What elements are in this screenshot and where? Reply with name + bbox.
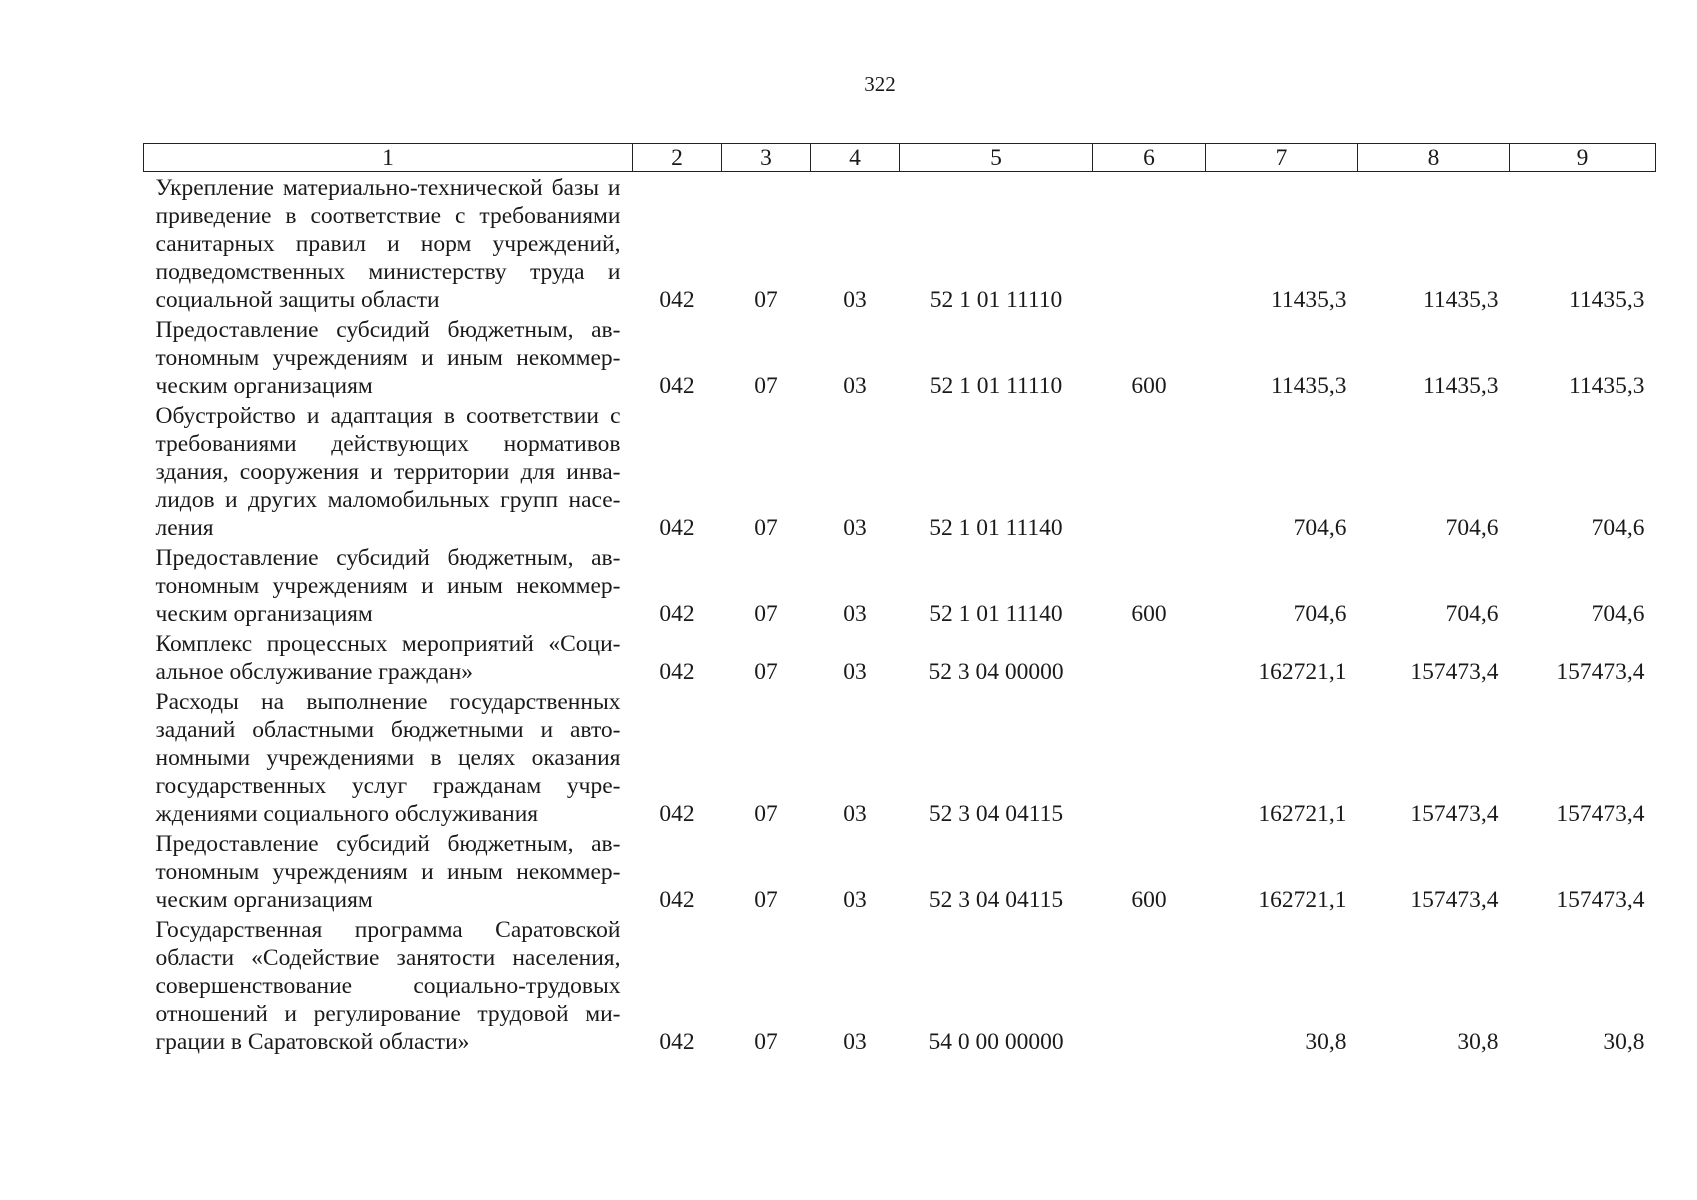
row-ministry: 042: [659, 373, 695, 399]
row-year3: 30,8: [1603, 1029, 1645, 1055]
row-year1: 162721,1: [1258, 659, 1347, 685]
row-ministry: 042: [659, 801, 695, 827]
row-type: [1093, 628, 1206, 686]
row-year3: 11435,3: [1568, 287, 1645, 313]
table-row: [144, 172, 1656, 315]
row-year1: 704,6: [1293, 515, 1347, 541]
table-row: [144, 314, 1656, 400]
row-target: 52 1 01 11110: [929, 373, 1063, 399]
table-row: [144, 542, 1656, 628]
row-year3: 704,6: [1591, 515, 1645, 541]
row-target: 54 0 00 00000: [928, 1029, 1064, 1055]
row-target: 52 3 04 04115: [928, 801, 1064, 827]
header-col-7: 7: [1206, 144, 1358, 172]
row-year2: 11435,3: [1422, 287, 1499, 313]
table-row: [144, 828, 1656, 914]
row-target: 52 3 04 04115: [928, 887, 1064, 913]
table-row: [144, 686, 1656, 828]
table-row: [144, 628, 1656, 686]
row-year2: 704,6: [1445, 515, 1499, 541]
row-year1: 704,6: [1293, 601, 1347, 627]
row-name: Расходы на выполнение государственных заданий областными бюджетными и автономными учреждениями в целях оказания государственных услуг гражданам учреждениями социального обслуживания: [155, 689, 621, 827]
row-year1: 162721,1: [1258, 801, 1347, 827]
row-section: 07: [754, 373, 778, 399]
row-year3: 157473,4: [1556, 887, 1645, 913]
row-ministry: 042: [659, 887, 695, 913]
row-year3: 157473,4: [1556, 801, 1645, 827]
row-type: 600: [1131, 601, 1167, 627]
row-section: 07: [754, 515, 778, 541]
row-name: Предоставление субсидий бюджетным, автономным учреждениям и иным некоммерческим организациям: [155, 317, 621, 399]
row-section: 07: [754, 601, 778, 627]
row-section: 07: [754, 287, 778, 313]
row-year2: 704,6: [1445, 601, 1499, 627]
header-col-5: 5: [900, 144, 1093, 172]
row-section: 07: [754, 1029, 778, 1055]
table-row: [144, 914, 1656, 1056]
row-year3: 157473,4: [1556, 659, 1645, 685]
row-type: 600: [1131, 373, 1167, 399]
row-name: Предоставление субсидий бюджетным, автономным учреждениям и иным некоммерческим организациям: [155, 545, 621, 627]
row-type: [1093, 686, 1206, 828]
header-col-4: 4: [811, 144, 900, 172]
row-type: [1093, 400, 1206, 542]
row-name: Комплекс процессных мероприятий «Социальное обслуживание граждан»: [155, 631, 621, 685]
row-subsection: 03: [843, 887, 867, 913]
table-row: [144, 400, 1656, 542]
row-year1: 11435,3: [1270, 373, 1347, 399]
row-target: 52 1 01 11110: [929, 287, 1063, 313]
row-subsection: 03: [843, 601, 867, 627]
row-subsection: 03: [843, 659, 867, 685]
row-ministry: 042: [659, 601, 695, 627]
header-col-6: 6: [1093, 144, 1206, 172]
row-year2: 11435,3: [1422, 373, 1499, 399]
row-section: 07: [754, 887, 778, 913]
row-year1: 11435,3: [1270, 287, 1347, 313]
row-year1: 30,8: [1305, 1029, 1347, 1055]
row-year3: 11435,3: [1568, 373, 1645, 399]
header-col-1: 1: [144, 144, 633, 172]
row-subsection: 03: [843, 287, 867, 313]
row-target: 52 1 01 11140: [929, 515, 1063, 541]
row-year3: 704,6: [1591, 601, 1645, 627]
page-number: 322: [864, 72, 896, 96]
row-year2: 30,8: [1457, 1029, 1499, 1055]
row-ministry: 042: [659, 287, 695, 313]
row-year2: 157473,4: [1410, 659, 1499, 685]
row-year1: 162721,1: [1258, 887, 1347, 913]
row-target: 52 3 04 00000: [928, 659, 1064, 685]
row-name: Обустройство и адаптация в соответствии с требованиями действующих нормативов здания, сооружения и территории для инвалидов и других маломобильных групп населения: [155, 403, 621, 541]
row-subsection: 03: [843, 515, 867, 541]
row-section: 07: [754, 659, 778, 685]
row-year2: 157473,4: [1410, 887, 1499, 913]
row-type: 600: [1131, 887, 1167, 913]
header-col-3: 3: [722, 144, 811, 172]
row-target: 52 1 01 11140: [929, 601, 1063, 627]
row-subsection: 03: [843, 1029, 867, 1055]
row-subsection: 03: [843, 801, 867, 827]
row-ministry: 042: [659, 659, 695, 685]
row-ministry: 042: [659, 1029, 695, 1055]
header-col-8: 8: [1358, 144, 1510, 172]
row-type: [1093, 172, 1206, 315]
row-name: Предоставление субсидий бюджетным, автономным учреждениям и иным некоммерческим организациям: [155, 831, 621, 913]
row-subsection: 03: [843, 373, 867, 399]
row-ministry: 042: [659, 515, 695, 541]
row-name: Укрепление материально-технической базы и приведение в соответствие с требованиями санитарных правил и норм учреждений, подведомственных министерству труда и социальной защиты области: [155, 175, 621, 313]
row-year2: 157473,4: [1410, 801, 1499, 827]
header-row: [144, 144, 1656, 172]
budget-table: [143, 143, 1656, 1056]
header-col-9: 9: [1510, 144, 1656, 172]
row-name: Государственная программа Саратовской области «Содействие занятости населения, совершенствование социально-трудовых отношений и регулирование трудовой миграции в Саратовской области»: [155, 917, 621, 1055]
row-section: 07: [754, 801, 778, 827]
header-col-2: 2: [633, 144, 722, 172]
row-type: [1093, 914, 1206, 1056]
